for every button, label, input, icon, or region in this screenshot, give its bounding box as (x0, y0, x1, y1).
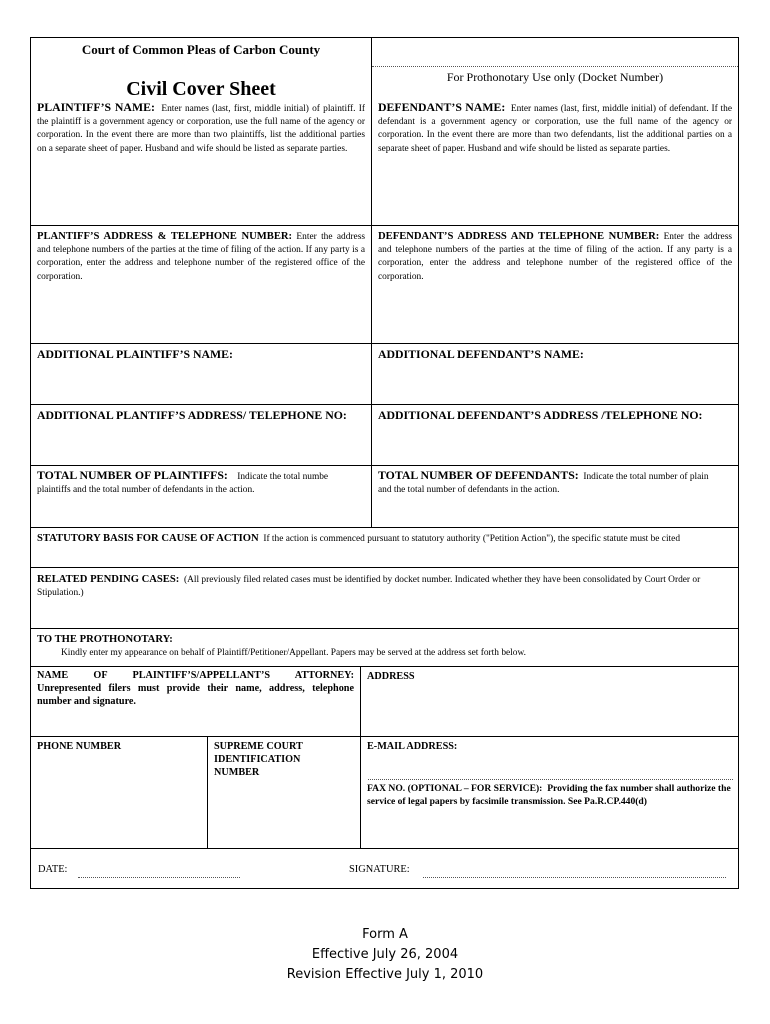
to-prothonotary-cell (31, 628, 738, 666)
signature-label: SIGNATURE: (349, 864, 410, 875)
defendant-name-heading: DEFENDANT’S NAME: (378, 100, 506, 114)
defendant-name-cell[interactable] (372, 98, 738, 225)
attorney-name-cell[interactable] (31, 666, 360, 736)
email-address-label: E-MAIL ADDRESS: (367, 741, 458, 752)
fax-instructions: Providing the fax number shall authorize the service of legal papers by facsimile transmission. See Pa.R.CP.440(d) (367, 783, 731, 807)
statutory-basis-instructions: If the action is commenced pursuant to statutory authority ("Petition Action"), the specific statute must be cited (263, 534, 681, 544)
related-cases-heading: RELATED PENDING CASES: (37, 574, 180, 585)
defendant-address-heading: DEFENDANT’S ADDRESS AND TELEPHONE NUMBER: (378, 231, 660, 242)
supreme-court-id-label: SUPREME COURT IDENTIFICATION NUMBER (214, 741, 303, 778)
supreme-court-id-cell[interactable] (208, 736, 360, 848)
statutory-basis-heading: STATUTORY BASIS FOR CAUSE OF ACTION (37, 533, 259, 544)
footer-form-name: Form A (362, 927, 408, 942)
additional-plaintiff-name-label: ADDITIONAL PLAINTIFF’S NAME: (37, 347, 233, 361)
form-title: Civil Cover Sheet (126, 78, 276, 100)
additional-plaintiff-address-cell[interactable] (31, 404, 371, 465)
attorney-address-cell[interactable] (361, 666, 738, 736)
phone-number-cell[interactable] (31, 736, 207, 848)
attorney-name-heading: NAME OF PLAINTIFF’S/APPELLANT’S ATTORNEY: (37, 670, 354, 681)
additional-plaintiff-name-cell[interactable] (31, 343, 371, 404)
plaintiff-address-heading: PLANTIFF’S ADDRESS & TELEPHONE NUMBER: (37, 231, 293, 242)
signature-field[interactable] (423, 877, 726, 878)
total-plaintiffs-instructions-line1: Indicate the total numbe (237, 472, 329, 482)
additional-plaintiff-address-label: ADDITIONAL PLANTIFF’S ADDRESS/ TELEPHONE NO: (37, 408, 347, 422)
additional-defendant-name-label: ADDITIONAL DEFENDANT’S NAME: (378, 347, 584, 361)
related-cases-instructions: (All previously filed related cases must be identified by docket number. Indicated whether they have been consolidated by Court Order or Stipulation.) (37, 575, 701, 599)
fax-heading: FAX NO. (OPTIONAL – FOR SERVICE): (367, 783, 543, 794)
date-label: DATE: (38, 864, 68, 875)
plaintiff-name-heading: PLAINTIFF’S NAME: (37, 100, 155, 114)
defendant-address-cell[interactable] (372, 227, 738, 343)
additional-defendant-name-cell[interactable] (372, 343, 738, 404)
related-cases-cell[interactable] (31, 567, 738, 628)
plaintiff-address-cell[interactable] (31, 227, 371, 343)
additional-defendant-address-cell[interactable] (372, 404, 738, 465)
plaintiff-address-instructions: Enter the address and telephone numbers of the parties at the time of filing of the action. If any party is a corporation, enter the address and telephone number of the registered office of the corporation. (37, 232, 365, 282)
footer-revision-date: Revision Effective July 1, 2010 (286, 967, 484, 982)
total-defendants-instructions-line1: Indicate the total number of plain (583, 472, 709, 482)
docket-number-field[interactable] (372, 38, 738, 66)
civil-cover-sheet-form (30, 37, 739, 889)
date-field[interactable] (78, 877, 240, 878)
docket-divider (372, 66, 738, 67)
footer-effective-date: Effective July 26, 2004 (311, 947, 459, 962)
total-plaintiffs-heading: TOTAL NUMBER OF PLAINTIFFS: (37, 468, 228, 482)
email-line (368, 779, 733, 780)
total-plaintiffs-cell[interactable] (31, 466, 371, 527)
attorney-unrepresented-note: Unrepresented filers must provide their name, address, telephone number and signature. (37, 682, 354, 707)
plaintiff-name-cell[interactable] (31, 98, 371, 225)
phone-number-label: PHONE NUMBER (37, 741, 122, 752)
total-defendants-heading: TOTAL NUMBER OF DEFENDANTS: (378, 468, 579, 482)
court-name: Court of Common Pleas of Carbon County (81, 42, 321, 57)
row-divider (31, 225, 738, 226)
to-prothonotary-heading: TO THE PROTHONOTARY: (37, 634, 173, 645)
total-plaintiffs-instructions-line2: plaintiffs and the total number of defendants in the action. (37, 485, 255, 496)
total-defendants-cell[interactable] (372, 466, 738, 527)
defendant-name-instructions: Enter names (last, first, middle initial) of defendant. If the defendant is a government agency or corporation, use the full name of the agency or corporation. In the event there are more than two defendants, list the additional parties on a separate sheet of paper. Husband and wife should be listed as separate parties. (378, 104, 732, 154)
attorney-address-label: ADDRESS (367, 671, 415, 682)
defendant-address-instructions: Enter the address and telephone numbers of the parties at the time of filing of the action. If any party is a corporation, enter the address and telephone number of the registered office of the corporation. (378, 232, 732, 282)
to-prothonotary-text: Kindly enter my appearance on behalf of Plaintiff/Petitioner/Appellant. Papers may be served at the address set forth below. (61, 648, 526, 659)
email-address-cell[interactable] (361, 736, 738, 776)
statutory-basis-cell[interactable] (31, 527, 738, 567)
row-divider (31, 848, 738, 849)
total-defendants-instructions-line2: and the total number of defendants in the action. (378, 485, 560, 496)
plaintiff-name-instructions: Enter names (last, first, middle initial) of plaintiff. If the plaintiff is a government agency or corporation, use the full name of the agency or corporation. In the event there are more than two plaintiffs, list the additional parties on a separate sheet of paper. Husband and wife should be listed as separate parties. (37, 104, 366, 154)
additional-defendant-address-label: ADDITIONAL DEFENDANT’S ADDRESS /TELEPHONE NO: (378, 408, 703, 422)
fax-number-cell[interactable] (361, 782, 738, 848)
prothonotary-use-label: For Prothonotary Use only (Docket Number) (446, 70, 664, 84)
